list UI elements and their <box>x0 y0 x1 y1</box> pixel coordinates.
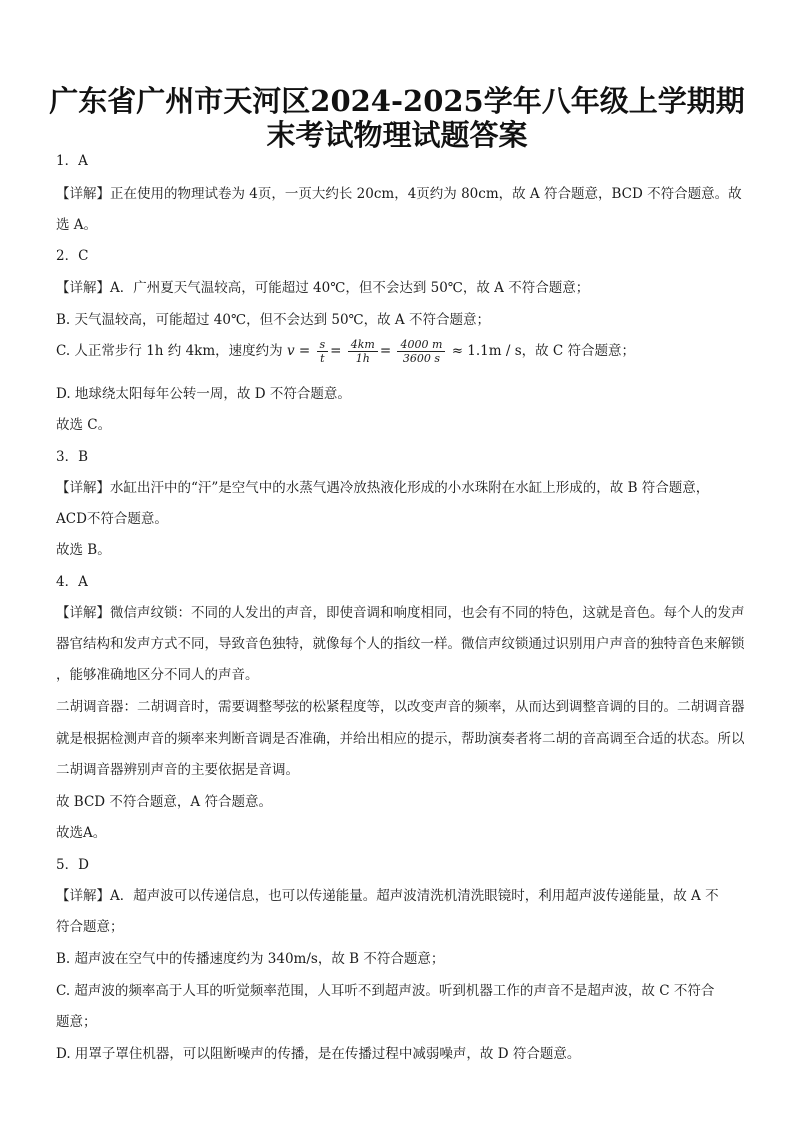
document-title-line-2: 末考试物理试题答案 <box>266 118 528 152</box>
q2-option-c-prefix: C. 人正常步行 1h 约 4km，速度约为 <box>56 343 283 359</box>
document-title-line-1: 广东省广州市天河区2024-2025学年八年级上学期期 <box>49 84 745 118</box>
q5-option-d: D. 用罩子罩住机器，可以阻断噪声的传播，是在传播过程中减弱噪声，故 D 符合题意。 <box>56 1046 581 1062</box>
fraction-numerator: 4km <box>348 338 378 352</box>
q2-option-c-suffix: ≈ 1.1m / s，故 C 符合题意； <box>451 343 636 359</box>
q4-erhu-1: 二胡调音器：二胡调音时，需要调整琴弦的松紧程度等，以改变声音的频率，从而达到调整音调的目的。二胡调音器 <box>56 699 745 715</box>
q1-detail: 【详解】正在使用的物理试卷为 4页，一页大约长 20cm，4页约为 80cm，故 A 符合题意，BCD 不符合题意。故 <box>56 186 742 202</box>
q5-answer: 5．D <box>56 857 89 873</box>
q2-option-b: B. 天气温较高，可能超过 40℃，但不会达到 50℃，故 A 不符合题意； <box>56 312 490 328</box>
q3-conclusion: 故选 B。 <box>56 542 111 558</box>
fraction-4000m-over-3600s <box>397 338 445 365</box>
q2-option-c: C. 人正常步行 1h 约 4km，速度约为 v = $\frac{s}{t}$ = $\frac{4km}{1h}$ = $\frac{4000 m}{3600 s}$ ≈ 1.1m / s，故 C 符合题意； <box>56 338 636 365</box>
fraction-s-over-t <box>317 338 329 365</box>
fraction-numerator: 4000 m <box>397 338 445 352</box>
q4-erhu-3: 二胡调音器辨别声音的主要依据是音调。 <box>56 762 299 778</box>
q4-answer: 4．A <box>56 574 88 590</box>
q5-option-c-cont: 题意； <box>56 1014 97 1030</box>
q5-option-c: C. 超声波的频率高于人耳的听觉频率范围，人耳听不到超声波。听到机器工作的声音不是超声波，故 C 不符合 <box>56 983 715 999</box>
fraction-4km-over-1h <box>348 338 378 365</box>
fraction-numerator: s <box>317 338 329 352</box>
q2-conclusion: 故选 C。 <box>56 417 112 433</box>
q1-detail-cont: 选 A。 <box>56 217 98 233</box>
q1-answer: 1．A <box>56 153 88 169</box>
q4-detail-3: ，能够准确地区分不同人的声音。 <box>56 667 259 683</box>
velocity-symbol: v = <box>286 343 311 359</box>
q5-option-b: B. 超声波在空气中的传播速度约为 340m/s，故 B 不符合题意； <box>56 951 445 967</box>
q2-answer: 2．C <box>56 248 89 264</box>
q4-conclusion: 故选A。 <box>56 825 107 841</box>
q4-result: 故 BCD 不符合题意，A 符合题意。 <box>56 794 272 810</box>
fraction-denominator: t <box>320 352 325 365</box>
q2-detail: 【详解】A．广州夏天气温较高，可能超过 40℃，但不会达到 50℃，故 A 不符合题意； <box>56 280 590 296</box>
q5-detail-cont: 符合题意； <box>56 919 124 935</box>
q3-detail: 【详解】水缸出汗中的“汗”是空气中的水蒸气遇冷放热液化形成的小水珠附在水缸上形成的，故 B 符合题意， <box>56 480 710 496</box>
q3-detail-cont: ACD不符合题意。 <box>56 511 168 527</box>
q4-erhu-2: 就是根据检测声音的频率来判断音调是否准确，并给出相应的提示，帮助演奏者将二胡的音高调至合适的状态。所以 <box>56 731 745 747</box>
q5-detail: 【详解】A．超声波可以传递信息，也可以传递能量。超声波清洗机清洗眼镜时，利用超声波传递能量，故 A 不 <box>56 888 719 904</box>
q2-option-d: D. 地球绕太阳每年公转一周，故 D 不符合题意。 <box>56 386 351 402</box>
q4-detail: 【详解】微信声纹锁：不同的人发出的声音，即使音调和响度相同，也会有不同的特色，这就是音色。每个人的发声 <box>56 605 745 621</box>
fraction-denominator: 3600 s <box>402 352 441 365</box>
q3-answer: 3．B <box>56 449 89 465</box>
q4-detail-2: 器官结构和发声方式不同，导致音色独特，就像每个人的指纹一样。微信声纹锁通过识别用户声音的独特音色来解锁 <box>56 636 745 652</box>
fraction-denominator: 1h <box>355 352 370 365</box>
